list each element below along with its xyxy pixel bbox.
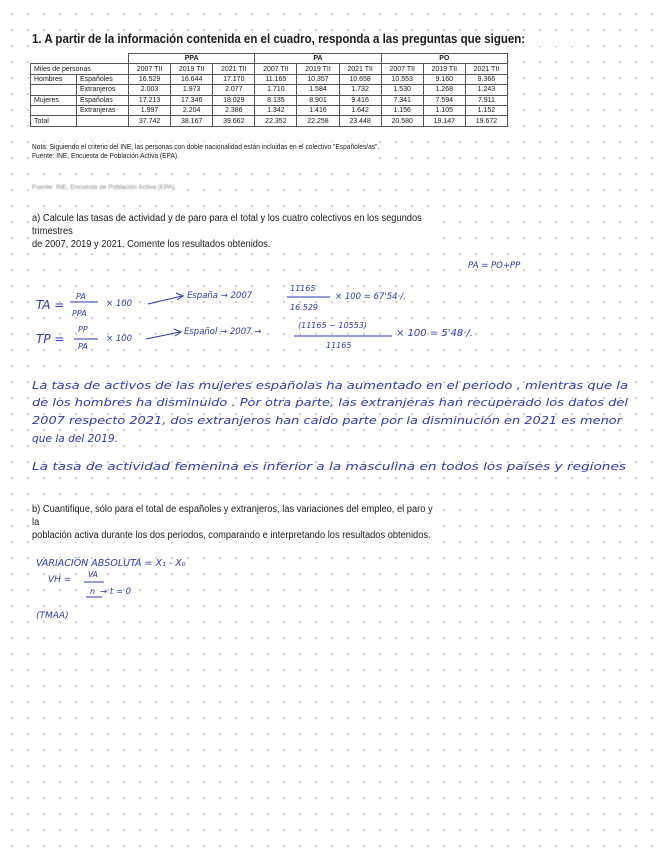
table-cell: 9.160	[423, 74, 465, 84]
table-cell: 16.644	[171, 74, 213, 84]
table-cell: 1.342	[255, 105, 297, 115]
table-cell: 7.911	[465, 95, 507, 105]
question-a-line: de 2007, 2019 y 2021. Comente los resultados obtenidos.	[32, 239, 271, 250]
note-text: Nota: Siguiendo el criterio del INE, las personas con doble nacionalidad están incluidas en el colectivo "Españoles/as".	[32, 142, 380, 151]
table-cell: 1.997	[129, 105, 171, 115]
hw-ta-result: × 100 = 67'54·/.	[335, 292, 406, 302]
table-cell: 1.973	[171, 85, 213, 95]
year-header: 2021 TII	[339, 64, 381, 74]
hw-ta-label: TA =	[36, 298, 65, 312]
table-cell: 20.580	[381, 116, 423, 126]
question-b-line: población activa durante los dos periodos, comparando e interpretando los resultados obtenidos.	[32, 530, 431, 541]
table-cell: 10.553	[381, 74, 423, 84]
table-cell: 39.662	[213, 116, 255, 126]
table-cell: 22.258	[297, 116, 339, 126]
hw-ta-tail: × 100	[106, 299, 133, 309]
year-header: 2007 TII	[255, 64, 297, 74]
hw-vh-tail: → t = 0	[100, 587, 132, 597]
hw-ta-num: PA	[76, 292, 86, 301]
year-header: 2007 TII	[381, 64, 423, 74]
table-cell: 17.346	[171, 95, 213, 105]
hw-comment-line: 2007 respecto 2021, dos extranjeros han caido parte por la disminución en 2021 es menor	[32, 415, 623, 427]
table-cell: 17.170	[213, 74, 255, 84]
table-cell: 7.594	[423, 95, 465, 105]
table-cell: 1.268	[423, 85, 465, 95]
hw-vh-den: n	[90, 587, 96, 596]
hw-ta-frac-num: 11165	[290, 284, 316, 293]
table-cell: 16.529	[129, 74, 171, 84]
table-cell: 19.672	[465, 116, 507, 126]
question-b-line: b) Cuantifique, sólo para el total de españoles y extranjeros, las variaciones del empleo, el paro y la	[32, 504, 433, 528]
group-header: PA	[255, 54, 381, 64]
table-cell: 1.530	[381, 85, 423, 95]
table-cell: 7.341	[381, 95, 423, 105]
source-text: Fuente: INE, Encuesta de Población Activa (EPA).	[32, 151, 179, 160]
table-cell: 1.152	[465, 105, 507, 115]
hw-tp-frac-den: 11165	[326, 341, 352, 350]
row-group-label: Mujeres	[31, 95, 77, 105]
hw-ta-den: PPA	[72, 309, 87, 318]
row-sub-label: Españolas	[77, 95, 129, 105]
cut-off-text: Fuente: INE, Encuesta de Población Activa (EPA).	[32, 184, 177, 191]
year-header: 2019 TII	[171, 64, 213, 74]
row-sub-label: Extranjeros	[77, 85, 129, 95]
hw-comment-line: de los hombres ha disminuido . Por otra parte, las extranjeras han recuperado los datos del	[32, 397, 629, 409]
row-group-label: Hombres	[31, 74, 77, 84]
table-cell: 17.213	[129, 95, 171, 105]
table-cell: 9.366	[465, 74, 507, 84]
hw-tp-result: × 100 = 5'48·/.	[396, 328, 473, 339]
hw-arrow	[148, 296, 182, 304]
question-1-title: 1. A partir de la información contenida en el cuadro, responda a las preguntas que siguen:	[32, 32, 584, 46]
year-header: 2019 TII	[423, 64, 465, 74]
table-cell: 1.243	[465, 85, 507, 95]
hw-pa-formula: PA = PO+PP	[468, 261, 521, 271]
table-cell: 1.732	[339, 85, 381, 95]
table-cell: 8.135	[255, 95, 297, 105]
table-cell: 18.029	[213, 95, 255, 105]
hw-tp-den: PA	[78, 342, 88, 351]
row-group-label: Total	[31, 116, 77, 126]
table-cell: 37.742	[129, 116, 171, 126]
row-sub-label: Españoles	[77, 74, 129, 84]
hw-tp-tail: × 100	[106, 334, 133, 344]
row-header-label: Miles de personas	[31, 64, 129, 74]
table-cell: 10.658	[339, 74, 381, 84]
table-cell: 1.156	[381, 105, 423, 115]
table-cell: 38.167	[171, 116, 213, 126]
table-cell: 1.105	[423, 105, 465, 115]
table-cell: 10.357	[297, 74, 339, 84]
table-cell: 22.352	[255, 116, 297, 126]
group-header: PPA	[129, 54, 255, 64]
row-sub-label: Extranjeras	[77, 105, 129, 115]
year-header: 2021 TII	[465, 64, 507, 74]
hw-tp-frac-num: (11165 − 10553)	[298, 321, 367, 330]
table-cell: 1.710	[255, 85, 297, 95]
table-cell: 2.386	[213, 105, 255, 115]
group-header: PO	[381, 54, 507, 64]
year-header: 2021 TII	[213, 64, 255, 74]
table-cell: 9.416	[339, 95, 381, 105]
year-header: 2019 TII	[297, 64, 339, 74]
hw-comment-2: La tasa de actividad femenina es inferior a la masculina en todos los países y regiones	[32, 461, 627, 473]
table-cell: 2.204	[171, 105, 213, 115]
table-cell: 2.077	[213, 85, 255, 95]
table-cell: 2.003	[129, 85, 171, 95]
hw-ta-frac-den: 16.529	[290, 303, 318, 312]
hw-tmaa: (TMAA)	[36, 611, 69, 621]
question-a-line: a) Calcule las tasas de actividad y de paro para el total y los cuatro colectivos en los segundos trimestres	[32, 213, 422, 237]
table-cell: 1.642	[339, 105, 381, 115]
hw-vh-num: VA	[88, 570, 98, 579]
table-cell: 23.448	[339, 116, 381, 126]
hw-tp-example: Español → 2007 →	[184, 327, 262, 337]
table-cell: 1.416	[297, 105, 339, 115]
table-cell: 11.165	[255, 74, 297, 84]
table-cell: 8.901	[297, 95, 339, 105]
table-cell: 19.147	[423, 116, 465, 126]
hw-variation-title: VARIACIÓN ABSOLUTA = X₁ - X₀	[36, 558, 186, 569]
hw-comment-line: que la del 2019.	[32, 433, 119, 445]
year-header: 2007 TII	[129, 64, 171, 74]
table-cell: 1.584	[297, 85, 339, 95]
hw-ta-example: España → 2007	[187, 291, 253, 301]
hw-comment-line: La tasa de activos de las mujeres españolas ha aumentado en el periodo , mientras que la	[32, 380, 628, 392]
hw-vh-label: VH =	[48, 575, 72, 585]
hw-tp-num: PP	[78, 325, 88, 334]
hw-tp-label: TP =	[36, 332, 65, 346]
